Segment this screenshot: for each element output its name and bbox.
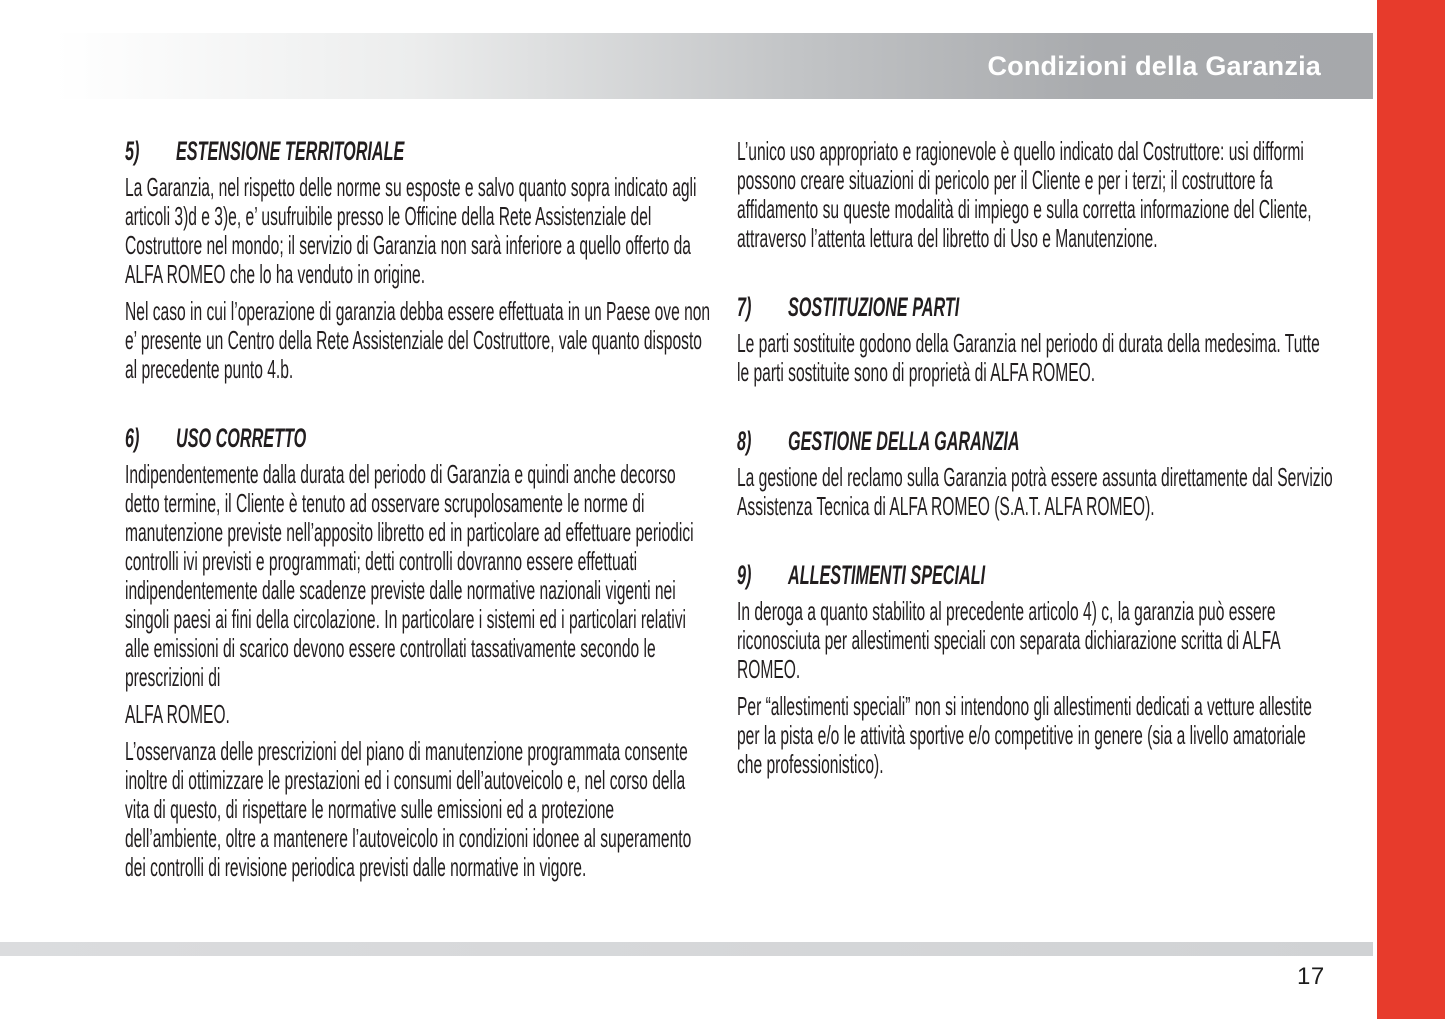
section-8 [737, 427, 1334, 521]
red-accent-bar [1377, 0, 1445, 1019]
section-number: 7) [737, 292, 752, 322]
left-column [125, 137, 713, 882]
section-title: ALLESTIMENTI SPECIALI [788, 560, 986, 590]
section-title: GESTIONE DELLA GARANZIA [788, 426, 1020, 456]
page-number: 17 [1297, 963, 1325, 990]
paragraph: Nel caso in cui l’operazione di garanzia debba essere effettuata in un Paese ove non e’ presente un Centro della Rete Assistenziale del Costruttore, vale quanto disposto al precedente punto 4.b. [125, 296, 711, 384]
paragraph: Per “allestimenti speciali” non si intendono gli allestimenti dedicati a vetture allestite per la pista e/o le attività sportive e/o competitive in genere (sia a livello amatoriale che professionistico). [737, 691, 1312, 779]
paragraph: Indipendentemente dalla durata del periodo di Garanzia e quindi anche decorso detto termine, il Cliente è tenuto ad osservare scrupolosamente le norme di manutenzione previste nell’apposito libretto ed in particolare ad effettuare periodici controlli ivi previsti e programmati; detti controlli dovranno essere effettuati indipendentemente dalle scadenze previste dalle normative nazionali vigenti nei singoli paesi ai fini della circolazione. In particolare i sistemi ed i particolari relativi alle emissioni di scarico devono essere controllati tassativamente secondo le prescrizioni di [125, 459, 694, 692]
intro-section [737, 137, 1334, 253]
paragraph: Le parti sostituite godono della Garanzia nel periodo di durata della medesima. Tutte le parti sostituite sono di proprietà di ALFA ROMEO. [737, 328, 1320, 387]
page-header-title: Condizioni della Garanzia [987, 50, 1321, 81]
section-heading [737, 561, 1334, 590]
footer-bar [0, 942, 1373, 956]
paragraph: L’unico uso appropriato e ragionevole è quello indicato dal Costruttore: usi difformi possono creare situazioni di pericolo per il Cliente e per i terzi; il costruttore fa affidamento su queste modalità di impiego e sulla corretta informazione del Cliente, attraverso l’attenta lettura del libretto di Uso e Manutenzione. [737, 136, 1312, 253]
section-5 [125, 137, 713, 384]
section-number: 9) [737, 560, 752, 590]
section-7 [737, 293, 1334, 387]
right-column [737, 137, 1334, 779]
section-6 [125, 424, 713, 882]
paragraph: ALFA ROMEO. [125, 699, 230, 729]
section-number: 5) [125, 136, 140, 166]
section-title: SOSTITUZIONE PARTI [788, 292, 960, 322]
section-heading [737, 293, 1334, 322]
paragraph: La gestione del reclamo sulla Garanzia potrà essere assunta direttamente dal Servizio Assistenza Tecnica di ALFA ROMEO (S.A.T. ALFA ROMEO). [737, 462, 1333, 521]
section-number: 8) [737, 426, 752, 456]
section-number: 6) [125, 423, 140, 453]
section-heading [125, 137, 713, 166]
section-9 [737, 561, 1334, 779]
paragraph: L’osservanza delle prescrizioni del piano di manutenzione programmata consente inoltre di ottimizzare le prestazioni ed i consumi dell’autoveicolo e, nel corso della vita di questo, di rispettare le normative sulle emissioni ed a protezione dell’ambiente, oltre a mantenere l’autoveicolo in condizioni idonee al superamento dei controlli di revisione periodica previsti dalle normative in vigore. [125, 736, 692, 882]
section-title: ESTENSIONE TERRITORIALE [176, 136, 405, 166]
section-title: USO CORRETTO [176, 423, 307, 453]
section-heading [737, 427, 1334, 456]
paragraph: In deroga a quanto stabilito al precedente articolo 4) c, la garanzia può essere riconosciuta per allestimenti speciali con separata dichiarazione scritta di ALFA ROMEO. [737, 596, 1280, 684]
paragraph: La Garanzia, nel rispetto delle norme su esposte e salvo quanto sopra indicato agli articoli 3)d e 3)e, e’ usufruibile presso le Officine della Rete Assistenziale del Costruttore nel mondo; il servizio di Garanzia non sarà inferiore a quello offerto da ALFA ROMEO che lo ha venduto in origine. [125, 172, 697, 289]
header-bar [0, 33, 1373, 99]
section-heading [125, 424, 713, 453]
